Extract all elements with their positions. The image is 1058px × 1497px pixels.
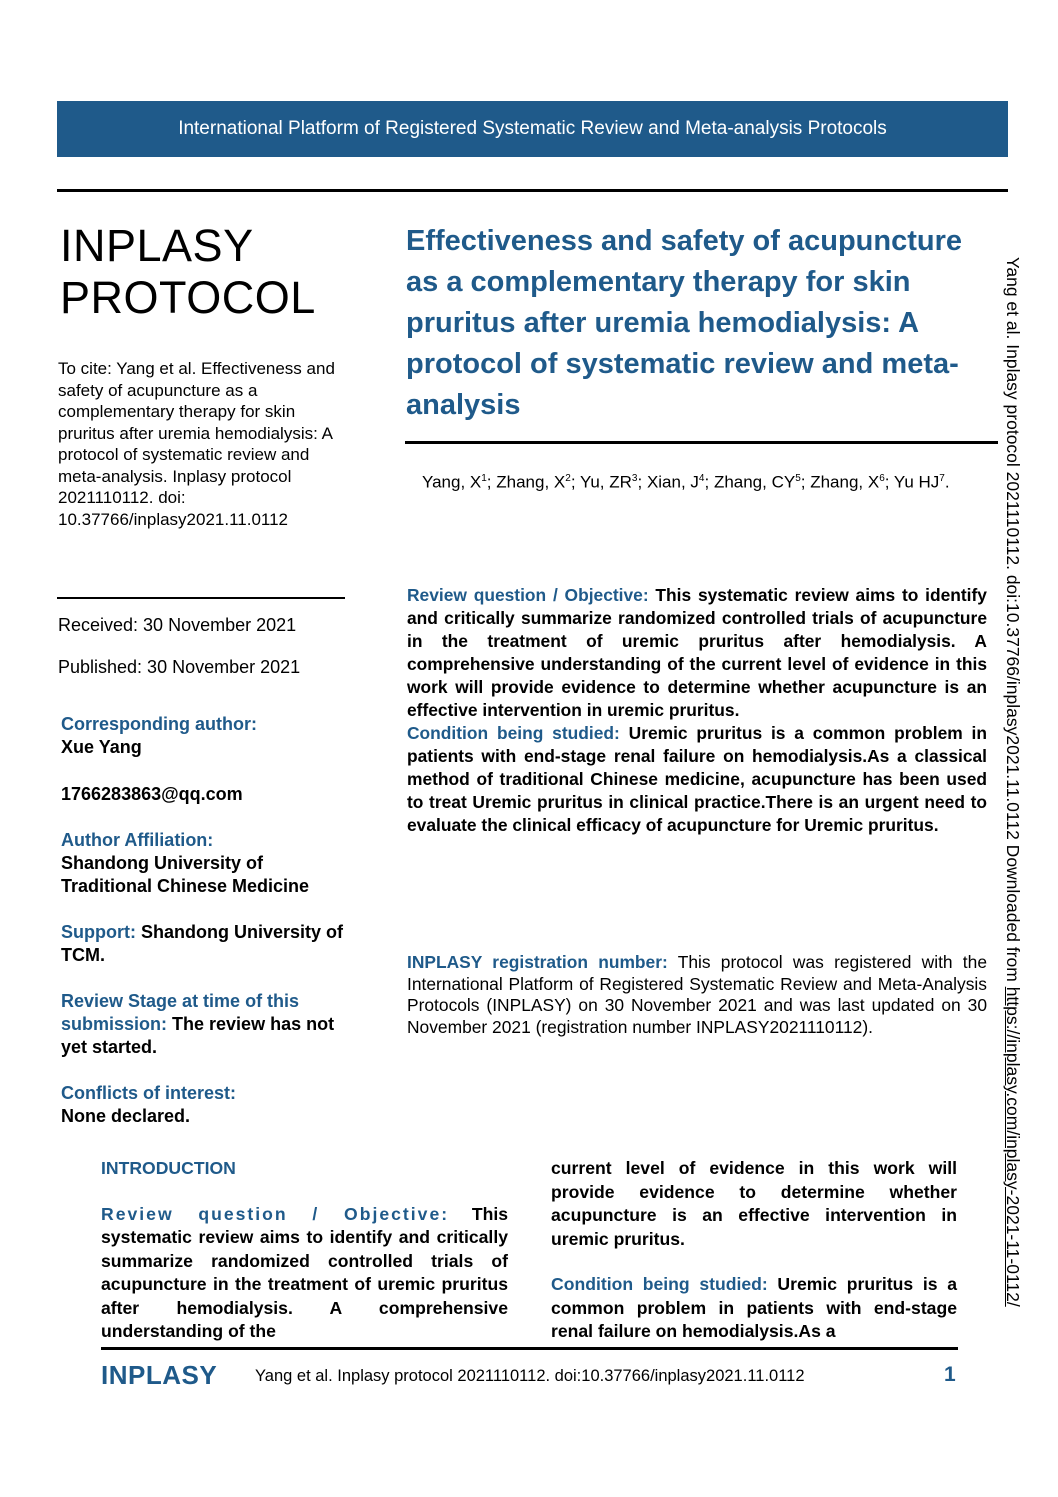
stage-block [61,990,346,1059]
brand-line1: INPLASY [60,220,254,271]
author-name: Zhang, X [810,472,880,492]
abstract-objective [407,584,987,722]
footer-brand: INPLASY [101,1360,218,1390]
affiliation-label: Author Affiliation: [61,830,214,850]
author-name: Xian, J [646,472,699,492]
introduction-heading: INTRODUCTION [101,1158,236,1178]
author-name: Zhang, CY [713,472,796,492]
author-list: Yang, $X^1$; Zhang, $X^2$; Yu, $ZR^3$; Xian, $J^4$; Zhang, $CY^5$; Zhang, $X^6$; Yu $HJ^7$. [422,472,950,492]
intro-condition-text: Uremic pruritus is a common problem in patients with end-stage renal failure on hemodialysis.As a [551,1274,957,1341]
abstract-section [407,584,987,837]
corresponding-name: Xue Yang [61,737,142,757]
conflicts-label: Conflicts of interest: [61,1083,237,1103]
brand-line2: PROTOCOL [60,272,316,323]
corresponding-block [61,713,346,759]
page-number: 1 [944,1363,956,1386]
author-name: Zhang, X [496,472,566,492]
introduction-column-1 [101,1157,508,1344]
condition-label: Condition being studied: [407,723,620,743]
intro-objective [101,1203,508,1344]
intro-objective-text: This systematic review aims to identify and critically summarize randomized controlled trials of acupuncture in the treatment of uremic pruritus after hemodialysis. A comprehensive understanding of the [101,1203,508,1341]
condition-text: Uremic pruritus is a common problem in patients with end-stage renal failure on hemodialysis.As a classical method of traditional Chinese medicine, acupuncture has been used to treat Uremic pruritus in clinical practice.There is an urgent need to evaluate the clinical efficacy of acupuncture for Uremic pruritus. [407,723,987,835]
received-date: Received: 30 November 2021 [58,615,297,635]
side-note-text: Yang et al. Inplasy protocol 2021110112. doi:10.37766/inplasy2021.11.0112 Downloaded from [1003,257,1023,987]
stage-value: The review has not yet started. [61,1014,335,1057]
left-divider [57,597,345,599]
author-affiliation-number: 5 [795,473,801,484]
footer-divider [101,1347,958,1350]
author-name: Yu HJ [893,472,940,492]
author-name: Yu, ZR [579,472,632,492]
affiliation-block [61,829,346,898]
registration-label: INPLASY registration number: [407,952,668,972]
objective-label: Review question / Objective: [407,585,649,605]
intro-objective-continued: current level of evidence in this work will provide evidence to determine whether acupuncture is an effective intervention in uremic pruritus. [551,1158,957,1249]
author-affiliation-number: 1 [481,473,487,484]
published-date: Published: 30 November 2021 [58,657,301,677]
citation-text: To cite: Yang et al. Effectiveness and safety of acupuncture as a complementary therapy for skin pruritus after uremia hemodialysis: A protocol of systematic review and meta-analysis. Inplasy protocol 2021110112. doi: 10.37766/inplasy2021.11.0112 [58,359,335,529]
conflicts-block [61,1082,346,1128]
brand-heading [60,220,316,324]
footer-citation: Yang et al. Inplasy protocol 2021110112. doi:10.37766/inplasy2021.11.0112 [255,1367,805,1385]
title-divider [405,441,998,444]
intro-objective-label: Review question / Objective: [101,1203,450,1224]
support-block [61,921,346,967]
registration-section [407,952,987,1038]
corresponding-label: Corresponding author: [61,714,257,734]
author-affiliation-number: 3 [631,473,638,484]
side-note-link[interactable]: https://inplasy.com/inplasy-2021-11-0112/ [1003,986,1023,1307]
intro-condition-label: Condition being studied: [551,1274,768,1294]
conflicts-value: None declared. [61,1106,191,1126]
author-affiliation-number: 6 [879,473,885,484]
affiliation-value: Shandong University of Traditional Chinese Medicine [61,853,310,896]
author-affiliation-number: 4 [698,473,705,484]
intro-condition [551,1273,957,1344]
email-link[interactable]: 1766283863@qq.com [61,784,243,804]
support-label: Support: [61,922,136,942]
stage-label: Review Stage at time of this submission: [61,991,300,1034]
introduction-column-2 [551,1157,957,1344]
objective-text: This systematic review aims to identify and critically summarize randomized controlled trials of acupuncture in the treatment of uremic pruritus after hemodialysis. A comprehensive understanding of the current level of evidence in this work will provide evidence to determine whether acupuncture is an effective intervention in uremic pruritus. [407,585,987,720]
support-value: Shandong University of TCM. [61,922,344,965]
abstract-condition [407,722,987,837]
registration-text: This protocol was registered with the International Platform of Registered Systematic Review and Meta-Analysis Protocols (INPLASY) on 30 November 2021 and was last updated on 30 November 2021 (registration number INPLASY2021110112). [407,952,987,1037]
author-name: Yang, X [422,472,482,492]
header-banner [57,101,1008,157]
author-affiliation-number: 7 [939,473,945,484]
side-download-note [1002,257,1023,1357]
top-divider [57,189,1008,192]
banner-text: International Platform of Registered Systematic Review and Meta-analysis Protocols [178,118,887,139]
author-affiliation-number: 2 [565,473,571,484]
paper-title: Effectiveness and safety of acupuncture as a complementary therapy for skin pruritus after uremia hemodialysis: A protocol of systematic review and meta-analysis [406,225,962,421]
